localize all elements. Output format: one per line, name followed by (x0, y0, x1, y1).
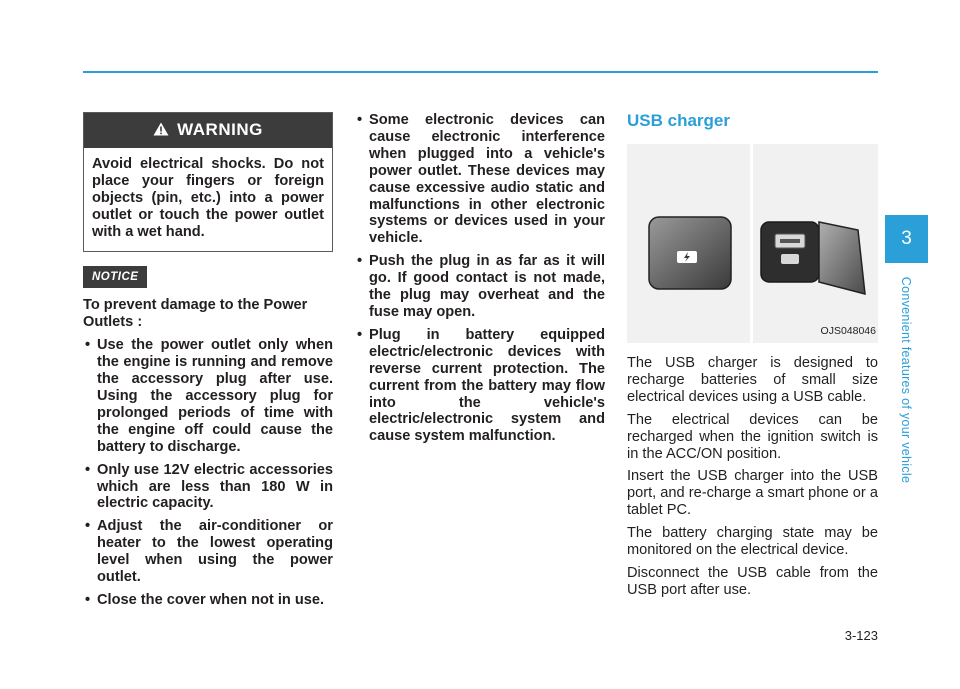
paragraph: The USB charger is designed to recharge batteries of small size electrical devices using a USB cable. (627, 355, 878, 405)
list-item: • Use the power outlet only when the engine is running and remove the accessory plug after use. Using the accessory plug for prolonged periods of time with the engine off could cause the battery to discharge. (83, 337, 333, 455)
paragraph: Insert the USB charger into the USB port, and re-charge a smart phone or a tablet PC. (627, 468, 878, 519)
figure-panel-open (753, 144, 878, 343)
list-item: • Only use 12V electric accessories which are less than 180 W in electric capacity. (83, 462, 333, 513)
chapter-label: Convenient features of your vehicle (899, 276, 913, 484)
usb-charger-figure (627, 144, 878, 343)
warning-text: Avoid electrical shocks. Do not place your fingers or foreign objects (pin, etc.) into a power outlet or touch the power outlet with a wet hand. (92, 156, 324, 240)
list-item: • Close the cover when not in use. (83, 592, 333, 609)
notice-bullet-list-continued (355, 112, 605, 445)
list-item: • Plug in battery equipped electric/electronic devices with reverse current protection. The current from the battery may flow into the vehicle's electric/electronic system and cause system malfunction. (355, 327, 605, 445)
list-item: • Some electronic devices can cause electronic interference when plugged into a vehicle's power outlet. These devices may cause excessive audio static and malfunctions in other electronic systems or devices used in your vehicle. (355, 112, 605, 247)
column-left (83, 112, 333, 615)
section-title: USB charger (627, 111, 730, 130)
top-rule (83, 71, 878, 73)
chapter-tab: 3 (885, 215, 928, 263)
warning-title: WARNING (177, 120, 263, 140)
notice-bullet-list (83, 337, 333, 609)
usb-port-open-icon (753, 144, 878, 343)
paragraph: Disconnect the USB cable from the USB port after use. (627, 564, 878, 598)
paragraph: The electrical devices can be recharged when the ignition switch is in the ACC/ON position. (627, 411, 878, 462)
paragraph: The battery charging state may be monitored on the electrical device. (627, 525, 878, 559)
figure-code: OJS048046 (820, 325, 876, 338)
column-right (627, 112, 878, 605)
column-middle (355, 112, 605, 451)
notice-badge: NOTICE (83, 266, 147, 289)
page-number: 3-123 (844, 628, 878, 643)
list-item: • Adjust the air-conditioner or heater to the lowest operating level when using the power outlet. (83, 518, 333, 586)
list-item: • Push the plug in as far as it will go. If good contact is not made, the plug may overheat and the fuse may open. (355, 253, 605, 321)
warning-header (84, 113, 332, 148)
usb-description (627, 355, 878, 599)
warning-triangle-icon (153, 122, 169, 140)
usb-cover-closed-icon (627, 144, 750, 343)
warning-box (83, 112, 333, 252)
figure-panel-closed (627, 144, 750, 343)
notice-intro: To prevent damage to the Power Outlets : (83, 297, 308, 331)
